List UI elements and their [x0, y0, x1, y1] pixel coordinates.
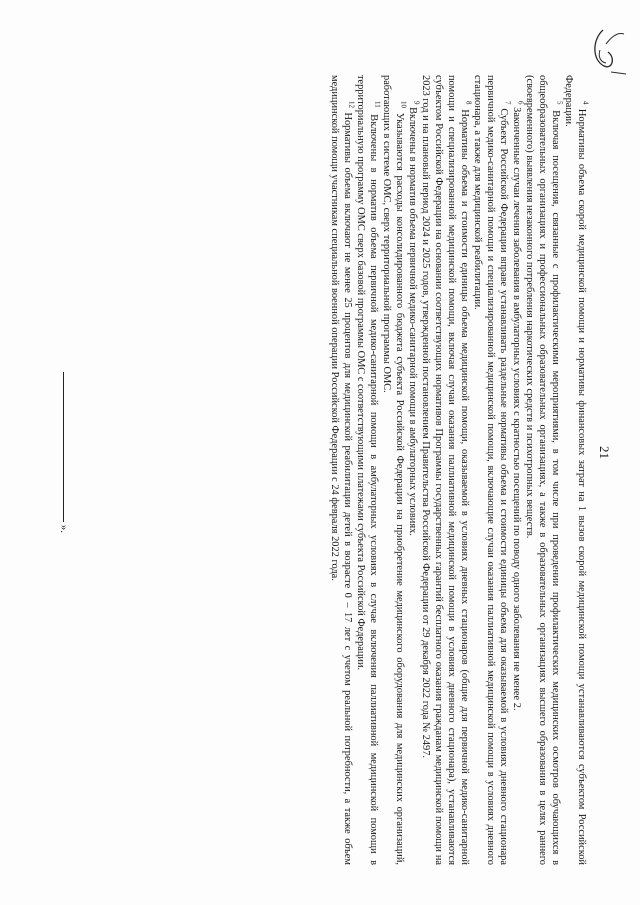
- closing-line: [58, 0, 70, 905]
- footnote-text: Законченные случаи лечения заболевания в амбулаторных условиях с кратностью посещений по поводу одного заболевания не менее 2.: [511, 107, 522, 711]
- page-number: 21: [597, 446, 612, 459]
- footnote-number: 7: [503, 101, 512, 105]
- footnote-text: Включены в норматив объема первичной медико-санитарной помощи в амбулаторных условиях в случае включения паллиативной медицинской помощи в территориальную программу ОМС сверх базовой программы ОМС с соответствующими платежами субъекта Российской Федерации.: [355, 75, 379, 865]
- footnote-number: 9: [412, 101, 421, 105]
- footnote-text: Включая посещения, связанные с профилактическими мероприятиями, в том числе при проведении профилактических медицинских осмотров обучающихся в общеобразовательных организациях и профессиональных образовательных организациях, а также в образовательных организациях высшего образования в целях раннего (своевременного) выявления незаконного потребления наркотических средств и психотропных веществ.: [524, 75, 561, 865]
- closing-quote: ».: [58, 524, 70, 533]
- footnote-4: [562, 75, 588, 865]
- footnote-text: Нормативы объема и стоимости единицы объема медицинской помощи, оказываемой в условиях дневных стационаров (общие для первичной медико-санитарной помощи и специализированной медицинской помощи, включая случаи оказания паллиативной медицинской помощи в условиях дневного стационара), устанавливаются субъектом Российской Федерации на основании соответствующих нормативов Программы государственных гарантий бесплатного оказания гражданам медицинской помощи на 2023 год и на плановый период 2024 и 2025 годов, утвержденной постановлением Правительства Российской Федерации от 29 декабря 2022 года № 2497.: [420, 75, 470, 865]
- footnote-number: 5: [555, 101, 564, 105]
- footnote-text: Включены в норматив объема первичной медико-санитарной помощи в амбулаторных условиях.: [407, 107, 418, 536]
- footnote-11: [354, 75, 380, 865]
- footnote-text: Нормативы объема включают не менее 25 процентов для медицинской реабилитации детей в возрасте 0 – 17 лет с учетом реальной потребности, а также объем медицинской помощи участникам специальной военной операции Российской Федерации с 24 февраля 2022 года.: [329, 75, 353, 865]
- closing-rule: [63, 372, 64, 522]
- footnote-10: [380, 75, 406, 865]
- footnotes: [328, 75, 588, 865]
- footnote-number: 4: [581, 101, 590, 105]
- footnote-number: 12: [347, 101, 356, 108]
- footnote-number: 6: [516, 101, 525, 105]
- footnote-8: [419, 75, 471, 865]
- footnote-text: Указываются расходы консолидированного бюджета субъекта Российской Федерации на приобретение медицинского оборудования для медицинских организаций, работающих в системе ОМС, сверх территориальной программы ОМС.: [381, 75, 405, 865]
- footnote-text: Субъект Российской Федерации вправе устанавливать раздельные нормативы объема и стоимости единицы объема для оказываемой в условиях дневного стационара первичной медико-санитарной помощи и специализированной медицинской помощи, включающие случаи оказания паллиативной медицинской помощи в условиях дневного стационара, а также для медицинской реабилитации.: [472, 75, 509, 865]
- footnote-text: Нормативы объема скорой медицинской помощи и нормативы финансовых затрат на 1 вызов скорой медицинской помощи устанавливаются субъектом Российской Федерации.: [563, 75, 587, 865]
- footnote-7: [471, 75, 510, 865]
- footnote-number: 8: [464, 101, 473, 105]
- footnote-number: 11: [373, 101, 382, 108]
- footnote-12: [328, 75, 354, 865]
- footnote-9: [406, 75, 419, 865]
- footnote-6: [510, 75, 523, 865]
- footnote-5: [523, 75, 562, 865]
- footnote-number: 10: [399, 101, 408, 108]
